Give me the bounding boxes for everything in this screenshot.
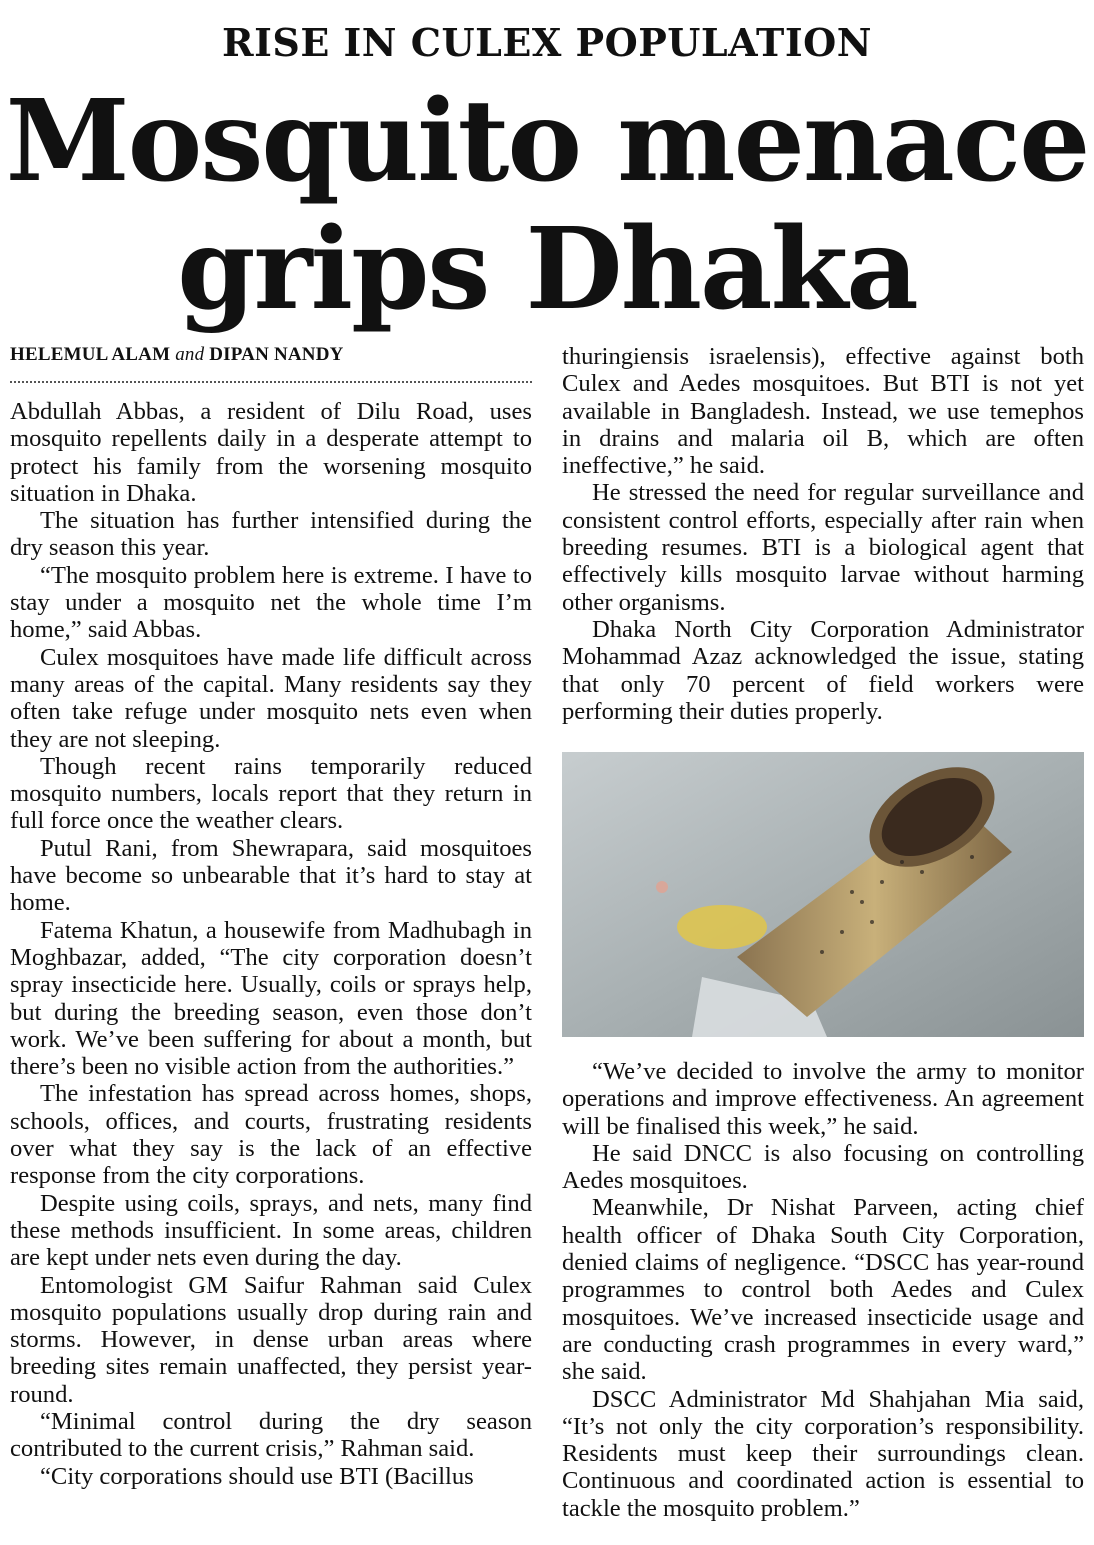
- right-column-top: [562, 343, 1084, 725]
- paragraph: Abdullah Abbas, a resident of Dilu Road, uses mosquito repellents daily in a desperate attempt to protect his family from the worsening mosquito situation in Dhaka.: [10, 398, 532, 507]
- byline: [10, 344, 532, 366]
- paragraph: “The mosquito problem here is extreme. I have to stay under a mosquito net the whole time I’m home,” said Abbas.: [10, 561, 532, 644]
- paragraph: The infestation has spread across homes, shops, schools, offices, and courts, frustrating residents over what they say is the lack of an effective response from the city corporations.: [10, 1080, 532, 1190]
- byline-divider: [10, 381, 532, 383]
- headline-line-2: grips Dhaka: [177, 204, 917, 335]
- byline-conjunction: and: [175, 344, 205, 365]
- left-column: [10, 398, 532, 1490]
- paragraph: “City corporations should use BTI (Bacillus: [40, 1462, 474, 1490]
- paragraph: DSCC Administrator Md Shahjahan Mia said, “It’s not only the city corporation’s responsibility. Residents must keep their surroundings clean. Continuous and coordinated action is essential to tackle the mosquito problem.”: [562, 1385, 1084, 1522]
- paragraph: Though recent rains temporarily reduced mosquito numbers, locals report that they return in full force once the weather clears.: [10, 752, 532, 835]
- paragraph: “Minimal control during the dry season contributed to the current crisis,” Rahman said.: [10, 1407, 532, 1463]
- mosquito-pipe-photo: [562, 752, 1084, 1037]
- byline-author-2: DIPAN NANDY: [209, 344, 344, 365]
- headline-line-1: Mosquito menace: [5, 76, 1089, 207]
- paragraph: He said DNCC is also focusing on controlling Aedes mosquitoes.: [562, 1139, 1084, 1195]
- paragraph: Despite using coils, sprays, and nets, many find these methods insufficient. In some areas, children are kept under nets even during the day.: [10, 1189, 532, 1272]
- headline: [0, 78, 1094, 334]
- kicker: RISE IN CULEX POPULATION: [222, 20, 872, 65]
- byline-author-1: HELEMUL ALAM: [10, 344, 171, 365]
- photo-illustration: [562, 752, 1084, 1037]
- paragraph: Entomologist GM Saifur Rahman said Culex mosquito populations usually drop during rain and storms. However, in dense urban areas where breeding sites remain unaffected, they persist year-round.: [10, 1271, 532, 1408]
- paragraph: He stressed the need for regular surveillance and consistent control efforts, especially after rain when breeding resumes. BTI is a biological agent that effectively kills mosquito larvae without harming other organisms.: [562, 479, 1084, 616]
- paragraph: Fatema Khatun, a housewife from Madhubagh in Moghbazar, added, “The city corporation doesn’t spray insecticide here. Usually, coils or sprays help, but during the breeding season, even those don’t work. We’ve been suffering for about a month, but there’s been no visible action from the authorities.”: [10, 916, 532, 1081]
- paragraph: The situation has further intensified during the dry season this year.: [10, 507, 532, 562]
- paragraph: “We’ve decided to involve the army to monitor operations and improve effectiveness. An agreement will be finalised this week,” he said.: [562, 1058, 1084, 1140]
- paragraph: Putul Rani, from Shewrapara, said mosquitoes have become so unbearable that it’s hard to stay at home.: [10, 834, 532, 917]
- paragraph: thuringiensis israelensis), effective against both Culex and Aedes mosquitoes. But BTI is not yet available in Bangladesh. Instead, we use temephos in drains and malaria oil B, which are often ineffective,” he said.: [562, 343, 1084, 480]
- paragraph: Meanwhile, Dr Nishat Parveen, acting chief health officer of Dhaka South City Corporation, denied claims of negligence. “DSCC has year-round programmes to control both Aedes and Culex mosquitoes. We’ve increased insecticide usage and are conducting crash programmes in every ward,” she said.: [562, 1194, 1084, 1386]
- right-column-bottom: [562, 1058, 1084, 1522]
- paragraph: Culex mosquitoes have made life difficult across many areas of the capital. Many residents say they often take refuge under mosquito nets even when they are not sleeping.: [10, 643, 532, 753]
- paragraph: Dhaka North City Corporation Administrator Mohammad Azaz acknowledged the issue, stating that only 70 percent of field workers were performing their duties properly.: [562, 615, 1084, 725]
